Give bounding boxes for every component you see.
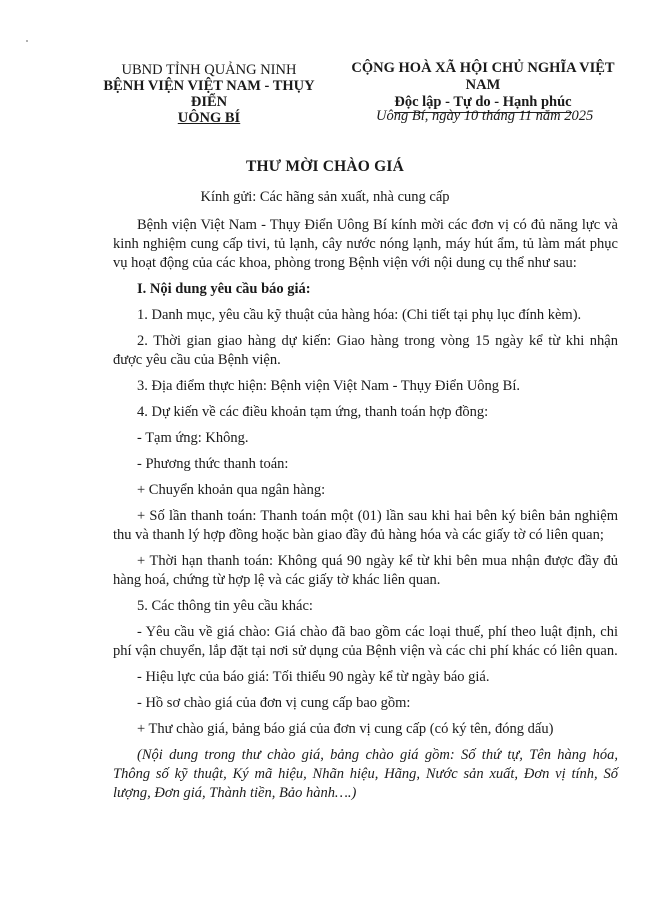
quote-dossier: - Hồ sơ chào giá của đơn vị cung cấp bao gồm: <box>137 695 411 711</box>
issuer-province: UBND TỈNH QUẢNG NINH <box>121 62 297 78</box>
quote-validity: - Hiệu lực của báo giá: Tối thiểu 90 ngày kể từ ngày báo giá. <box>137 669 490 685</box>
quote-content-note: (Nội dung trong thư chào giá, bảng chào giá gồm: Số thứ tự, Tên hàng hóa, Thông số kỹ thuật, Ký mã hiệu, Nhãn hiệu, Hãng, Nước sản xuất, Đơn vị tính, Số lượng, Đơn giá, Thành tiền, Bảo hành….) <box>113 747 618 801</box>
payment-count: + Số lần thanh toán: Thanh toán một (01) lần sau khi hai bên ký biên bản nghiệm thu và thanh lý hợp đồng hoặc bàn giao đầy đủ hàng hóa và các giấy tờ có liên quan; <box>113 508 618 543</box>
document-title: THƯ MỜI CHÀO GIÁ <box>245 158 405 175</box>
document-body <box>113 216 618 810</box>
item-4: 4. Dự kiến về các điều khoản tạm ứng, thanh toán hợp đồng: <box>137 404 489 420</box>
price-requirement: - Yêu cầu về giá chào: Giá chào đã bao gồm các loại thuế, phí theo luật định, chi phí vận chuyển, lắp đặt tại nơi sử dụng của Bệnh viện và các chi phí khác có liên quan. <box>113 624 618 659</box>
payment-term: + Thời hạn thanh toán: Không quá 90 ngày kể từ khi bên mua nhận được đầy đủ hàng hoá, chứng từ hợp lệ và các giấy tờ khác liên quan. <box>113 553 618 588</box>
section-heading: I. Nội dung yêu cầu báo giá: <box>137 281 311 297</box>
national-name: CỘNG HOÀ XÃ HỘI CHỦ NGHĨA VIỆT NAM <box>351 60 615 93</box>
issuer-header <box>84 62 334 126</box>
payment-method: - Phương thức thanh toán: <box>137 456 289 472</box>
national-header <box>333 60 633 113</box>
national-motto: Độc lập - Tự do - Hạnh phúc <box>394 94 571 113</box>
issuer-hospital-location: UÔNG BÍ <box>177 110 241 126</box>
item-1: 1. Danh mục, yêu cầu kỹ thuật của hàng hóa: (Chi tiết tại phụ lục đính kèm). <box>137 307 582 323</box>
item-3: 3. Địa điểm thực hiện: Bệnh viện Việt Nam - Thụy Điển Uông Bí. <box>137 378 520 394</box>
date-line: Uông Bí, ngày 10 tháng 11 năm 2025 <box>376 108 594 124</box>
bank-transfer: + Chuyển khoản qua ngân hàng: <box>137 482 326 498</box>
greeting: Kính gửi: Các hãng sản xuất, nhà cung cấp <box>200 189 450 205</box>
item-5: 5. Các thông tin yêu cầu khác: <box>137 598 313 614</box>
paper-speck <box>26 40 28 42</box>
quote-letter: + Thư chào giá, bảng báo giá của đơn vị cung cấp (có ký tên, đóng dấu) <box>137 721 554 737</box>
advance-payment: - Tạm ứng: Không. <box>137 430 249 446</box>
item-2: 2. Thời gian giao hàng dự kiến: Giao hàng trong vòng 15 ngày kể từ khi nhận được yêu cầu của Bệnh viện. <box>113 333 618 368</box>
issuer-hospital-name: BỆNH VIỆN VIỆT NAM - THỤY ĐIỂN <box>103 78 315 110</box>
intro-paragraph: Bệnh viện Việt Nam - Thụy Điển Uông Bí kính mời các đơn vị có đủ năng lực và kinh nghiệm cung cấp tivi, tủ lạnh, cây nước nóng lạnh, máy hút ẩm, tủ làm mát phục vụ hoạt động của các khoa, phòng trong Bệnh viện với nội dung cụ thể như sau: <box>113 217 618 271</box>
